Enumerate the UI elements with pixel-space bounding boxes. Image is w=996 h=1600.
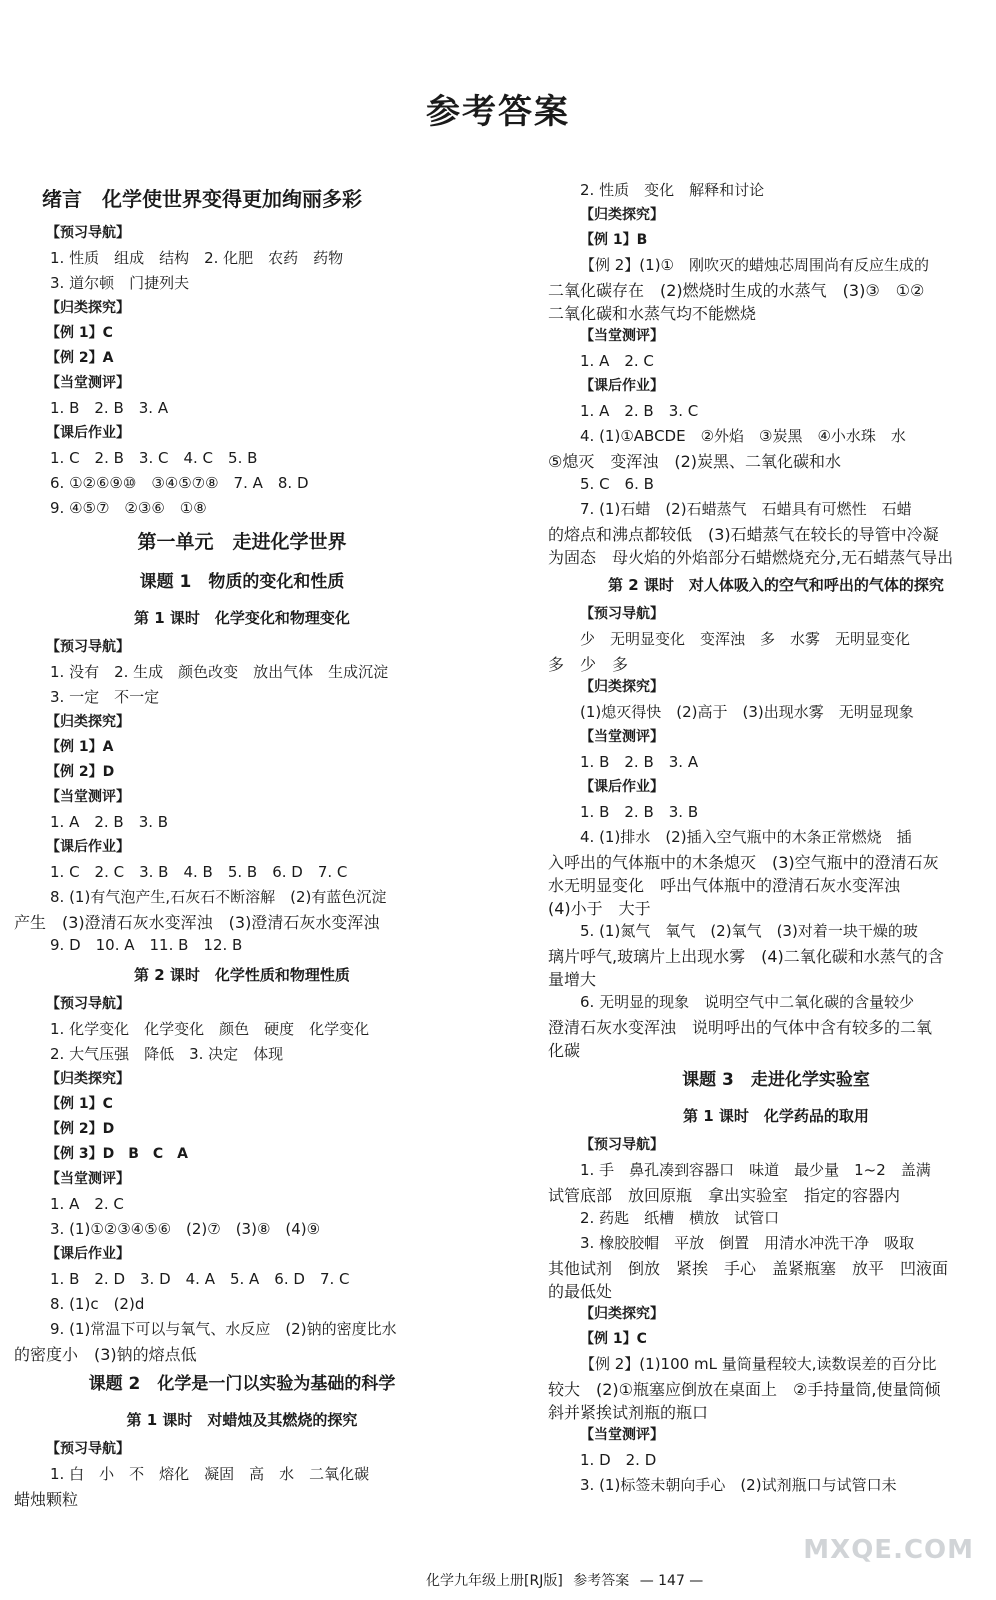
answer-line: 1. A 2. B 3. B [50, 813, 169, 831]
answer-line: 1. D 2. D [580, 1451, 657, 1469]
subsection-label: 【当堂测评】 [580, 1427, 664, 1443]
lesson-heading: 第 2 课时 化学性质和物理性质 [134, 966, 350, 984]
answer-line-continued: 为固态 母火焰的外焰部分石蜡燃烧充分,无石蜡蒸气导出 [548, 548, 954, 567]
subsection-label: 【当堂测评】 [46, 375, 130, 391]
subsection-label: 【当堂测评】 [46, 1171, 130, 1187]
answer-line-continued: 入呼出的气体瓶中的木条熄灭 (3)空气瓶中的澄清石灰 [548, 853, 939, 872]
answer-line: 1. C 2. B 3. C 4. C 5. B [50, 449, 258, 467]
answer-line: 4. (1)排水 (2)插入空气瓶中的木条正常燃烧 插 [580, 828, 912, 846]
answer-line-continued: 斜并紧挨试剂瓶的瓶口 [548, 1403, 709, 1422]
answer-line: 1. A 2. C [50, 1195, 124, 1213]
subsection-label: 【课后作业】 [46, 425, 130, 441]
page-title: 参考答案 [426, 92, 570, 132]
answer-line-continued: (4)小于 大于 [548, 899, 651, 918]
answer-line: 1. B 2. B 3. A [580, 753, 699, 771]
answer-line-continued: 二氧化碳和水蒸气均不能燃烧 [548, 304, 757, 323]
subsection-label: 【归类探究】 [580, 207, 664, 223]
answer-line: 2. 药匙 纸槽 横放 试管口 [580, 1209, 780, 1227]
answer-line-continued: 产生 (3)澄清石灰水变浑浊 (3)澄清石灰水变浑浊 [14, 913, 380, 932]
answer-line: 1. A 2. C [580, 352, 654, 370]
subsection-label: 【例 1】A [46, 739, 114, 755]
answer-line-continued: 二氧化碳存在 (2)燃烧时生成的水蒸气 (3)③ ①② [548, 281, 925, 300]
subsection-label: 【归类探究】 [580, 679, 664, 695]
subsection-label: 【例 1】C [580, 1331, 647, 1347]
subsection-label: 【预习导航】 [46, 996, 130, 1012]
answer-line: 9. (1)常温下可以与氧气、水反应 (2)钠的密度比水 [50, 1320, 397, 1338]
subsection-label: 【预习导航】 [580, 1137, 664, 1153]
answer-line-continued: 的密度小 (3)钠的熔点低 [14, 1345, 197, 1364]
answer-line-continued: 的最低处 [548, 1282, 613, 1301]
section-heading: 绪言 化学使世界变得更加绚丽多彩 [42, 187, 362, 211]
subsection-label: 【预习导航】 [46, 1441, 130, 1457]
lesson-heading: 第 2 课时 对人体吸入的空气和呼出的气体的探究 [608, 576, 944, 594]
answer-line: 4. (1)①ABCDE ②外焰 ③炭黑 ④小水珠 水 [580, 427, 906, 445]
topic-heading: 课题 1 物质的变化和性质 [139, 572, 345, 592]
lesson-heading: 第 1 课时 化学变化和物理变化 [134, 609, 350, 627]
subsection-label: 【例 2】D [46, 1121, 115, 1137]
answer-line: 1. 没有 2. 生成 颜色改变 放出气体 生成沉淀 [50, 663, 389, 681]
subsection-label: 【课后作业】 [580, 378, 664, 394]
answer-line: 9. ④⑤⑦ ②③⑥ ①⑧ [50, 499, 207, 517]
answer-line-continued: 澄清石灰水变浑浊 说明呼出的气体中含有较多的二氧 [548, 1018, 933, 1037]
answer-line-continued: 蜡烛颗粒 [14, 1490, 79, 1509]
answer-line: 2. 性质 变化 解释和讨论 [580, 181, 765, 199]
answer-line: 1. 手 鼻孔凑到容器口 味道 最少量 1~2 盖满 [580, 1161, 931, 1179]
answer-line-continued: 化碳 [548, 1041, 581, 1060]
answer-line-continued: 璃片呼气,玻璃片上出现水雾 (4)二氧化碳和水蒸气的含 [548, 947, 944, 966]
answer-line: 1. 白 小 不 熔化 凝固 高 水 二氧化碳 [50, 1465, 370, 1483]
page-footer [426, 1570, 709, 1590]
answer-line: 1. A 2. B 3. C [580, 402, 699, 420]
unit-heading: 第一单元 走进化学世界 [137, 531, 347, 553]
subsection-label: 【归类探究】 [46, 300, 130, 316]
answer-line: 1. B 2. B 3. B [580, 803, 699, 821]
answer-line: 2. 大气压强 降低 3. 决定 体现 [50, 1045, 284, 1063]
subsection-label: 【当堂测评】 [46, 789, 130, 805]
answer-line-continued: 较大 (2)①瓶塞应倒放在桌面上 ②手持量筒,使量筒倾 [548, 1380, 941, 1399]
subsection-label: 【例 1】C [46, 1096, 113, 1112]
answer-line-continued: 多 少 多 [548, 655, 629, 674]
subsection-label: 【归类探究】 [580, 1306, 664, 1322]
answer-line-continued: 的熔点和沸点都较低 (3)石蜡蒸气在较长的导管中冷凝 [548, 525, 939, 544]
subsection-label: 【例 2】A [46, 350, 114, 366]
subsection-label: 【例 1】B [580, 232, 648, 248]
answer-line-continued: 试管底部 放回原瓶 拿出实验室 指定的容器内 [548, 1186, 901, 1205]
answer-line-continued: ⑤熄灭 变浑浊 (2)炭黑、二氧化碳和水 [548, 452, 842, 471]
answer-column-right [548, 178, 996, 1498]
subsection-label: 【例 2】D [46, 764, 115, 780]
answer-line: 【例 2】(1)① 刚吹灭的蜡烛芯周围尚有反应生成的 [580, 256, 930, 274]
answer-column-left [14, 178, 470, 1510]
subsection-label: 【课后作业】 [580, 779, 664, 795]
subsection-label: 【课后作业】 [46, 839, 130, 855]
answer-line: 1. B 2. B 3. A [50, 399, 169, 417]
answer-line: 8. (1)c (2)d [50, 1295, 145, 1313]
topic-heading: 课题 2 化学是一门以实验为基础的科学 [88, 1374, 396, 1394]
answer-line-continued: 水无明显变化 呼出气体瓶中的澄清石灰水变浑浊 [548, 876, 901, 895]
answer-line: 3. 道尔顿 门捷列夫 [50, 274, 190, 292]
answer-line-continued: 量增大 [548, 970, 597, 989]
answer-line-continued: 其他试剂 倒放 紧挨 手心 盖紧瓶塞 放平 凹液面 [548, 1259, 949, 1278]
subsection-label: 【当堂测评】 [580, 729, 664, 745]
answer-line: 3. (1)①②③④⑤⑥ (2)⑦ (3)⑧ (4)⑨ [50, 1220, 321, 1238]
answer-line: 6. 无明显的现象 说明空气中二氧化碳的含量较少 [580, 993, 915, 1011]
subsection-label: 【当堂测评】 [580, 328, 664, 344]
lesson-heading: 第 1 课时 化学药品的取用 [683, 1107, 869, 1125]
footer-book: 化学九年级上册[RJ版] [426, 1573, 563, 1589]
subsection-label: 【预习导航】 [46, 225, 130, 241]
answer-line: 1. 性质 组成 结构 2. 化肥 农药 药物 [50, 249, 344, 267]
subsection-label: 【预习导航】 [46, 639, 130, 655]
answer-line: 1. C 2. C 3. B 4. B 5. B 6. D 7. C [50, 863, 348, 881]
answer-line: 6. ①②⑥⑨⑩ ③④⑤⑦⑧ 7. A 8. D [50, 474, 309, 492]
answer-line: 1. B 2. D 3. D 4. A 5. A 6. D 7. C [50, 1270, 350, 1288]
lesson-heading: 第 1 课时 对蜡烛及其燃烧的探究 [126, 1411, 358, 1429]
answer-line: 3. 一定 不一定 [50, 688, 160, 706]
footer-section: 参考答案 [573, 1573, 630, 1589]
answer-line: 9. D 10. A 11. B 12. B [50, 936, 243, 954]
subsection-label: 【例 3】D B C A [46, 1146, 189, 1162]
footer-page-number: — 147 — [639, 1573, 704, 1589]
watermark-logo: MXQE.COM [803, 1535, 974, 1565]
subsection-label: 【归类探究】 [46, 714, 130, 730]
answer-line: (1)熄灭得快 (2)高于 (3)出现水雾 无明显现象 [580, 703, 914, 721]
subsection-label: 【例 1】C [46, 325, 113, 341]
answer-line: 7. (1)石蜡 (2)石蜡蒸气 石蜡具有可燃性 石蜡 [580, 500, 912, 518]
answer-line: 【例 2】(1)100 mL 量筒量程较大,读数误差的百分比 [580, 1355, 937, 1373]
topic-heading: 课题 3 走进化学实验室 [682, 1070, 870, 1090]
answer-line: 3. (1)标签未朝向手心 (2)试剂瓶口与试管口未 [580, 1476, 897, 1494]
answer-line: 3. 橡胶胶帽 平放 倒置 用清水冲洗干净 吸取 [580, 1234, 915, 1252]
answer-line: 1. 化学变化 化学变化 颜色 硬度 化学变化 [50, 1020, 370, 1038]
answer-line: 8. (1)有气泡产生,石灰石不断溶解 (2)有蓝色沉淀 [50, 888, 387, 906]
answer-line: 5. (1)氮气 氧气 (2)氧气 (3)对着一块干燥的玻 [580, 922, 918, 940]
answer-line: 少 无明显变化 变浑浊 多 水雾 无明显变化 [580, 630, 911, 648]
subsection-label: 【归类探究】 [46, 1071, 130, 1087]
subsection-label: 【课后作业】 [46, 1246, 130, 1262]
answer-line: 5. C 6. B [580, 475, 654, 493]
subsection-label: 【预习导航】 [580, 606, 664, 622]
